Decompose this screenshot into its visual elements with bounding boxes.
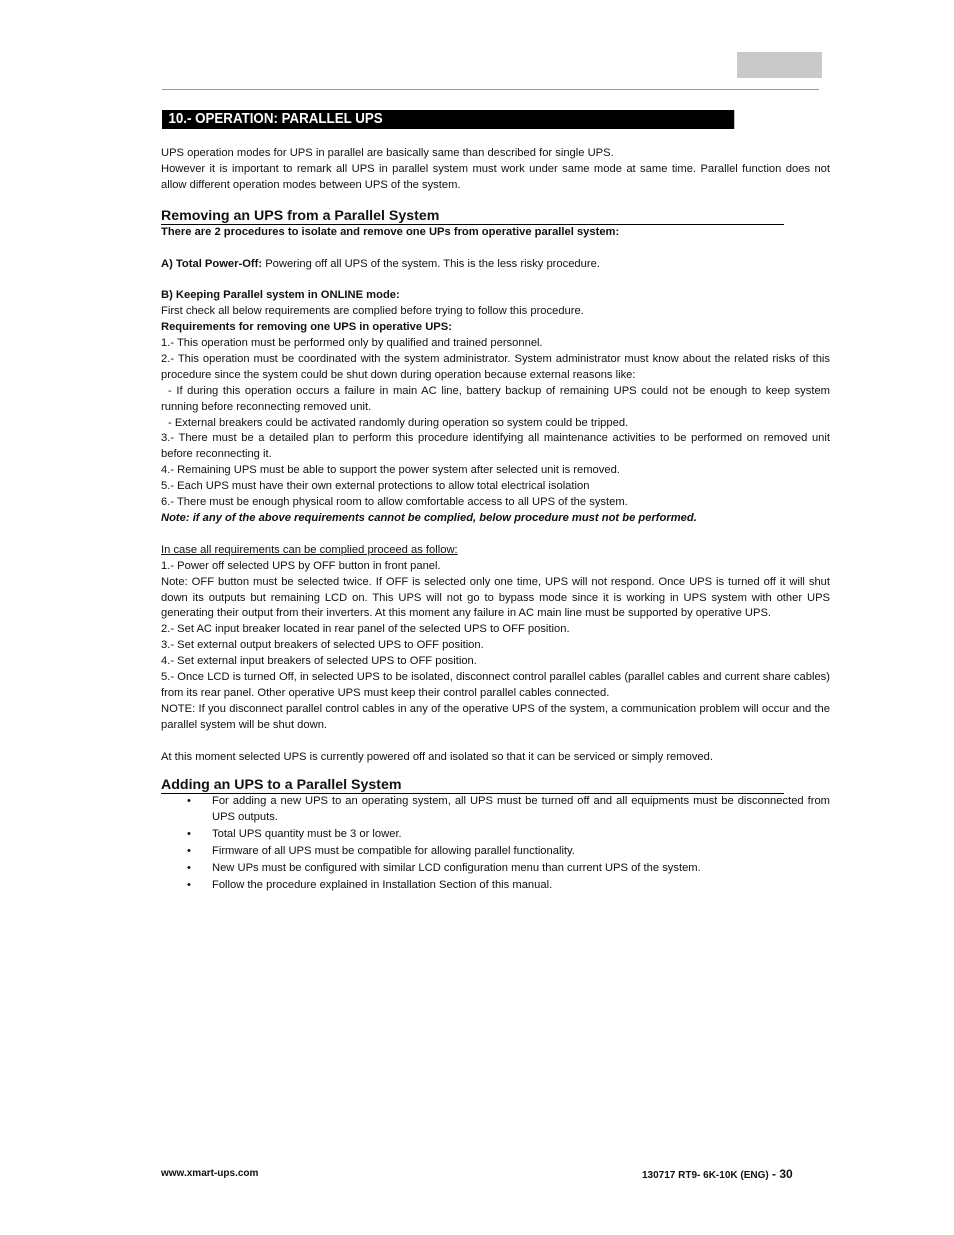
intro-line-2: However it is important to remark all UPS in parallel system must work under same mode at same time. Parallel function does not allow different operation modes between UPS of the system. bbox=[161, 162, 830, 191]
requirement-2-sub-2: - External breakers could be activated randomly during operation so system could be tripped. bbox=[168, 416, 629, 429]
bullet-icon: • bbox=[187, 862, 191, 875]
list-item: • Follow the procedure explained in Installation Section of this manual. bbox=[161, 878, 830, 894]
heading-adding: Adding an UPS to a Parallel System bbox=[161, 775, 784, 794]
requirement-2: 2.- This operation must be coordinated with the system administrator. System administrator must know about the related risks of this procedure since the system could be shut down during operation because external reasons like: bbox=[161, 352, 830, 381]
requirements-note: Note: if any of the above requirements cannot be complied, below procedure must not be performed. bbox=[161, 512, 697, 524]
procedure-closing: At this moment selected UPS is currently powered off and isolated so that it can be serviced or simply removed. bbox=[161, 750, 713, 763]
procedure-step-2: 2.- Set AC input breaker located in rear panel of the selected UPS to OFF position. bbox=[161, 623, 570, 636]
bullet-icon: • bbox=[187, 795, 191, 808]
header-gray-box bbox=[737, 52, 822, 78]
procedure-a bbox=[161, 257, 830, 273]
section-title: 10.- OPERATION: PARALLEL UPS bbox=[162, 110, 734, 129]
adding-list bbox=[161, 794, 830, 893]
procedure-b-line: First check all below requirements are complied before trying to follow this procedure. bbox=[161, 305, 584, 318]
procedure-step-4: 4.- Set external input breakers of selected UPS to OFF position. bbox=[161, 655, 477, 668]
bullet-icon: • bbox=[187, 879, 191, 891]
requirement-5: 5.- Each UPS must have their own external protections to allow total electrical isolation bbox=[161, 480, 590, 493]
requirement-3: 3.- There must be a detailed plan to perform this procedure identifying all maintenance activities to be performed on removed unit before reconnecting it. bbox=[161, 432, 830, 461]
procedure-b-label: B) Keeping Parallel system in ONLINE mode: bbox=[161, 289, 400, 302]
requirements-heading: Requirements for removing one UPS in operative UPS: bbox=[161, 321, 452, 334]
footer-page-number: - 30 bbox=[768, 1167, 793, 1181]
procedure-step-1: 1.- Power off selected UPS by OFF button in front panel. bbox=[161, 559, 441, 572]
list-item: • Total UPS quantity must be 3 or lower. bbox=[161, 827, 830, 843]
procedure-a-label: A) Total Power-Off: bbox=[161, 257, 263, 270]
footer-doc-code: 130717 RT9- 6K-10K (ENG) bbox=[642, 1170, 769, 1181]
page-content bbox=[161, 146, 830, 895]
footer-website: www.xmart-ups.com bbox=[161, 1168, 259, 1179]
procedure-step-5-note: NOTE: If you disconnect parallel control cables in any of the operative UPS of the system, a communication problem will occur and the parallel system will be shut down. bbox=[161, 702, 830, 731]
heading-removing: Removing an UPS from a Parallel System bbox=[161, 206, 784, 225]
procedure-heading: In case all requirements can be complied proceed as follow: bbox=[161, 543, 458, 556]
footer-doc-info bbox=[642, 1167, 793, 1181]
requirement-1: 1.- This operation must be performed only by qualified and trained personnel. bbox=[161, 337, 543, 350]
list-item: • New UPs must be configured with similar LCD configuration menu than current UPS of the system. bbox=[161, 861, 830, 877]
requirement-4: 4.- Remaining UPS must be able to support the power system after selected unit is removed. bbox=[161, 464, 620, 477]
procedure-a-text: Powering off all UPS of the system. This is the less risky procedure. bbox=[262, 257, 600, 270]
bullet-icon: • bbox=[187, 828, 191, 841]
removing-lead: There are 2 procedures to isolate and remove one UPs from operative parallel system: bbox=[161, 225, 620, 238]
bullet-icon: • bbox=[187, 845, 191, 858]
procedure-step-3: 3.- Set external output breakers of selected UPS to OFF position. bbox=[161, 639, 484, 652]
requirement-2-sub-1: - If during this operation occurs a failure in main AC line, battery backup of remaining UPS could not be enough to keep system running before reconnecting removed unit. bbox=[161, 384, 830, 413]
requirement-6: 6.- There must be enough physical room to allow comfortable access to all UPS of the system. bbox=[161, 496, 628, 509]
list-item: • For adding a new UPS to an operating system, all UPS must be turned off and all equipments must be disconnected from UPS outputs. bbox=[187, 795, 830, 824]
list-item: • Firmware of all UPS must be compatible for allowing parallel functionality. bbox=[161, 844, 830, 860]
intro-line-1: UPS operation modes for UPS in parallel are basically same than described for single UPS. bbox=[161, 147, 614, 159]
procedure-step-1-note: Note: OFF button must be selected twice. If OFF is selected only one time, UPS will not respond. Once UPS is turned off it will shut down its outputs but remaining LCD on. This UPS will not go to bypass mode since it is working in UPS system with other UPS generating their output from their inverters. At this moment any failure in AC main line must be supported by operative UPS. bbox=[161, 575, 830, 620]
header-divider bbox=[162, 89, 819, 90]
procedure-step-5: 5.- Once LCD is turned Off, in selected UPS to be isolated, disconnect control parallel cables (parallel cables and current share cables) from its rear panel. Other operative UPS must keep their control parallel cables connected. bbox=[161, 671, 830, 699]
